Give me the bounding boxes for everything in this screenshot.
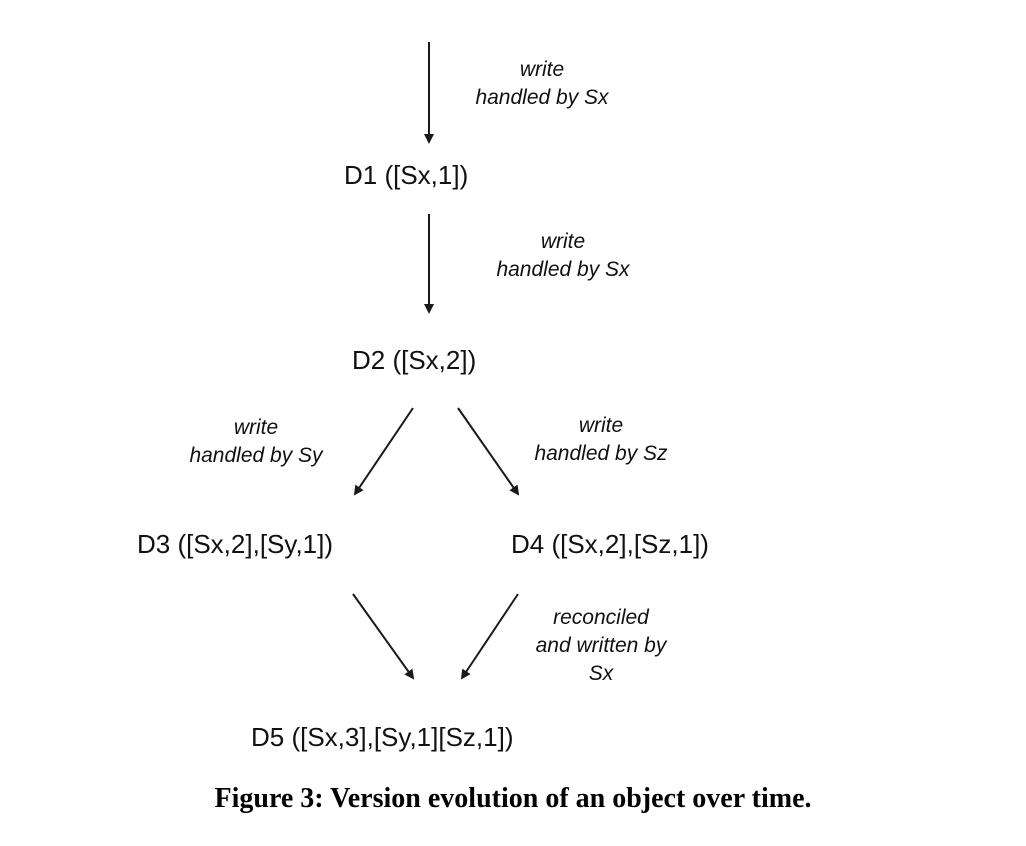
- edge-label-line: handled by Sz: [534, 442, 668, 465]
- edge-label-d2-to-d4: [506, 412, 696, 468]
- edge-label-line: and written by: [535, 634, 667, 657]
- edge-label-line: Sx: [588, 662, 614, 685]
- edge-label-line: handled by Sx: [475, 86, 609, 109]
- arrow-d2-to-d3: [355, 408, 413, 494]
- node-d4: D4 ([Sx,2],[Sz,1]): [511, 529, 709, 559]
- edge-label-line: write: [540, 230, 586, 253]
- node-d1: D1 ([Sx,1]): [344, 160, 469, 190]
- figure-caption: Figure 3: Version evolution of an object over time.: [214, 783, 812, 814]
- edge-label-line: reconciled: [553, 606, 649, 629]
- edge-label-line: write: [578, 414, 624, 437]
- arrow-d3-to-d5: [353, 594, 413, 678]
- edge-label-line: write: [233, 416, 279, 439]
- edge-label-line: handled by Sy: [189, 444, 323, 467]
- node-d3: D3 ([Sx,2],[Sy,1]): [137, 529, 334, 559]
- edge-label-d1-to-d2: [470, 228, 656, 284]
- edge-label-d2-to-d3: [160, 414, 352, 470]
- edge-label-line: write: [519, 58, 565, 81]
- edge-label-line: handled by Sx: [496, 258, 630, 281]
- edge-label-to-d1: [449, 56, 635, 112]
- node-d5: D5 ([Sx,3],[Sy,1][Sz,1]): [251, 722, 514, 752]
- node-d2: D2 ([Sx,2]): [352, 345, 477, 375]
- edge-label-to-d5: [508, 604, 694, 688]
